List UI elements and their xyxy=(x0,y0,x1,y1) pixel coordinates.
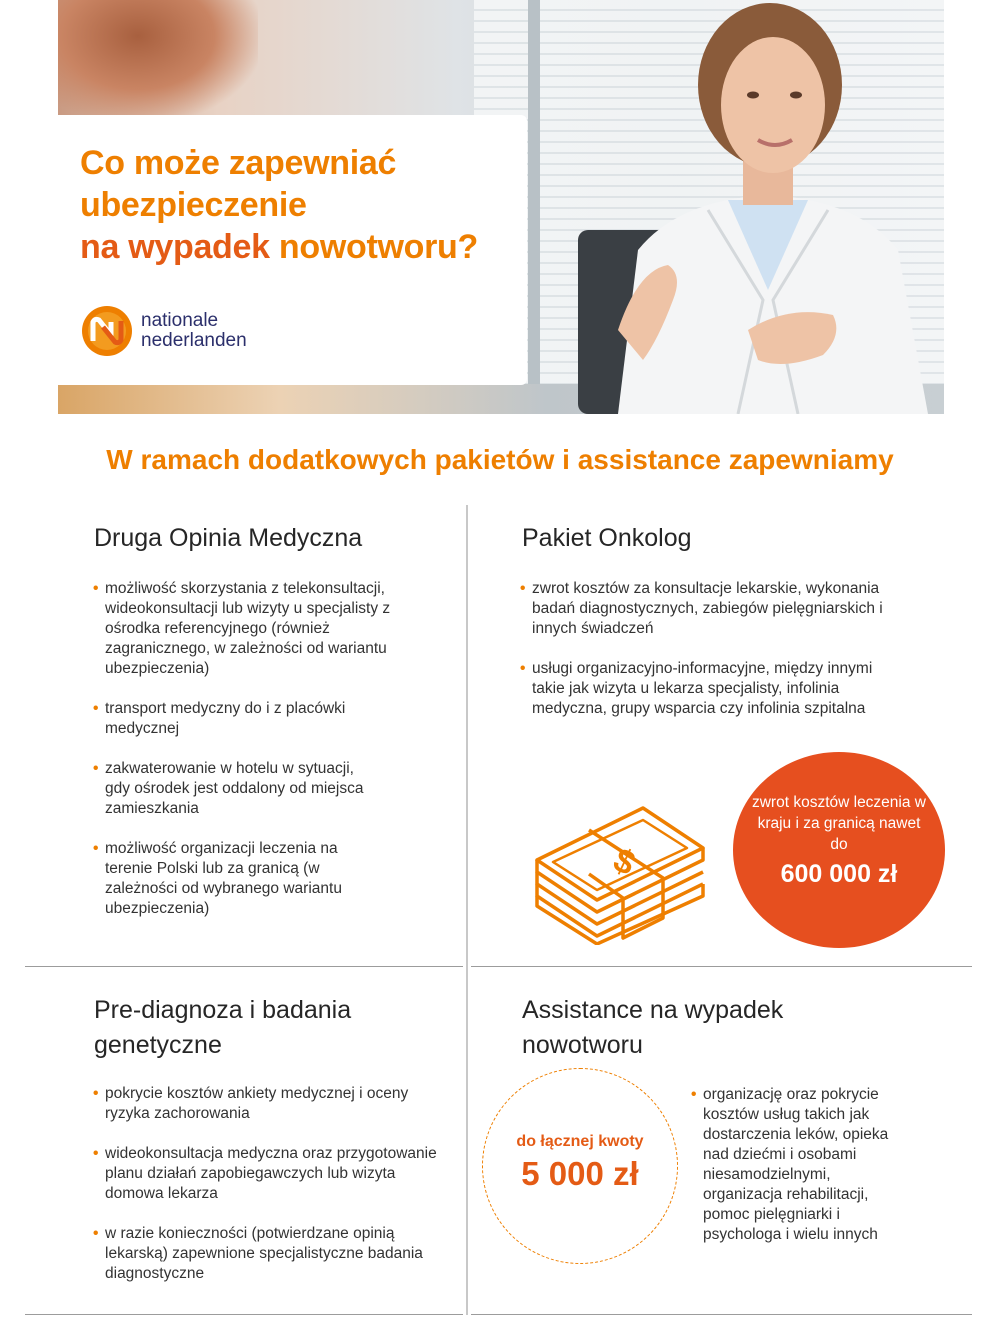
assistance-limit-badge xyxy=(482,1068,678,1264)
badge-amount: 5 000 zł xyxy=(521,1155,639,1192)
bottom-divider-left xyxy=(25,1314,463,1315)
vertical-divider xyxy=(466,505,468,1315)
patient-hair-shape xyxy=(58,0,258,120)
list-assistance xyxy=(691,1085,901,1265)
list-item: • zwrot kosztów za konsultacje lekarskie, wykonania badań diagnostycznych, zabiegów pielęgniarskich i innych świadczeń xyxy=(520,579,895,639)
title-line-2: ubezpieczenie xyxy=(80,186,307,224)
list-pre-diagnoza xyxy=(93,1084,438,1304)
badge-text: zwrot kosztów leczenia w kraju i za granicą nawet do xyxy=(751,794,926,853)
section-heading: W ramach dodatkowych pakietów i assistance zapewniamy xyxy=(106,444,894,475)
horizontal-divider-right xyxy=(471,966,972,967)
list-item: • zakwaterowanie w hotelu w sytuacji, gdy ośrodek jest oddalony od miejsca zamieszkania xyxy=(93,759,378,819)
list-item: • pokrycie kosztów ankiety medycznej i oceny ryzyka zachorowania xyxy=(93,1084,438,1124)
list-item: • organizację oraz pokrycie kosztów usług takich jak dostarczenia leków, opieka nad dziećmi i osobami niesamodzielnymi, organizacja rehabilitacji, pomoc pielęgniarki i psychologa i wielu innych xyxy=(691,1085,901,1245)
list-pakiet-onkolog xyxy=(520,579,895,739)
nn-logo-icon xyxy=(81,305,133,357)
nn-logo xyxy=(81,305,247,357)
list-item: • usługi organizacyjno-informacyjne, między innymi takie jak wizyta u lekarza specjalisty, infolinia medyczna, grupy wsparcia czy infolinia szpitalna xyxy=(520,659,895,719)
page-title xyxy=(80,142,520,268)
logo-line-1: nationale xyxy=(141,310,219,331)
logo-line-2: nederlanden xyxy=(141,330,247,351)
doctor-illustration xyxy=(558,0,944,414)
reimbursement-badge xyxy=(733,752,945,948)
window-frame xyxy=(528,0,540,414)
svg-text:$: $ xyxy=(607,840,641,884)
money-stack-icon xyxy=(533,800,708,945)
title-line-3a: na wypadek xyxy=(80,228,270,266)
list-item: • możliwość skorzystania z telekonsultacji, wideokonsultacji lub wizyty u specjalisty z ośrodka referencyjnego (również zagranicznego, w zależności od wariantu ubezpieczenia) xyxy=(93,579,403,679)
list-druga-opinia xyxy=(93,579,403,939)
title-line-1: Co może zapewniać xyxy=(80,144,397,182)
badge-amount: 600 000 zł xyxy=(780,860,898,888)
logo-wordmark xyxy=(141,311,247,351)
list-item: • w razie konieczności (potwierdzane opinią lekarską) zapewnione specjalistyczne badania diagnostyczne xyxy=(93,1224,438,1284)
badge-text: do łącznej kwoty xyxy=(516,1133,644,1150)
section-title-pakiet-onkolog: Pakiet Onkolog xyxy=(522,524,692,552)
section-title-pre-diagnoza: Pre-diagnoza i badania genetyczne xyxy=(94,996,352,1059)
section-title-druga-opinia: Druga Opinia Medyczna xyxy=(94,524,363,552)
list-item: • możliwość organizacji leczenia na terenie Polski lub za granicą (w zależności od wybranego wariantu ubezpieczenia) xyxy=(93,839,378,919)
list-item: • transport medyczny do i z placówki medycznej xyxy=(93,699,363,739)
list-item: • wideokonsultacja medyczna oraz przygotowanie planu działań zapobiegawczych lub wizyta domowa lekarza xyxy=(93,1144,438,1204)
bottom-divider-right xyxy=(471,1314,972,1315)
title-line-3b: nowotworu? xyxy=(269,228,478,266)
section-title-assistance: Assistance na wypadek nowotworu xyxy=(522,996,784,1059)
horizontal-divider-left xyxy=(25,966,463,967)
